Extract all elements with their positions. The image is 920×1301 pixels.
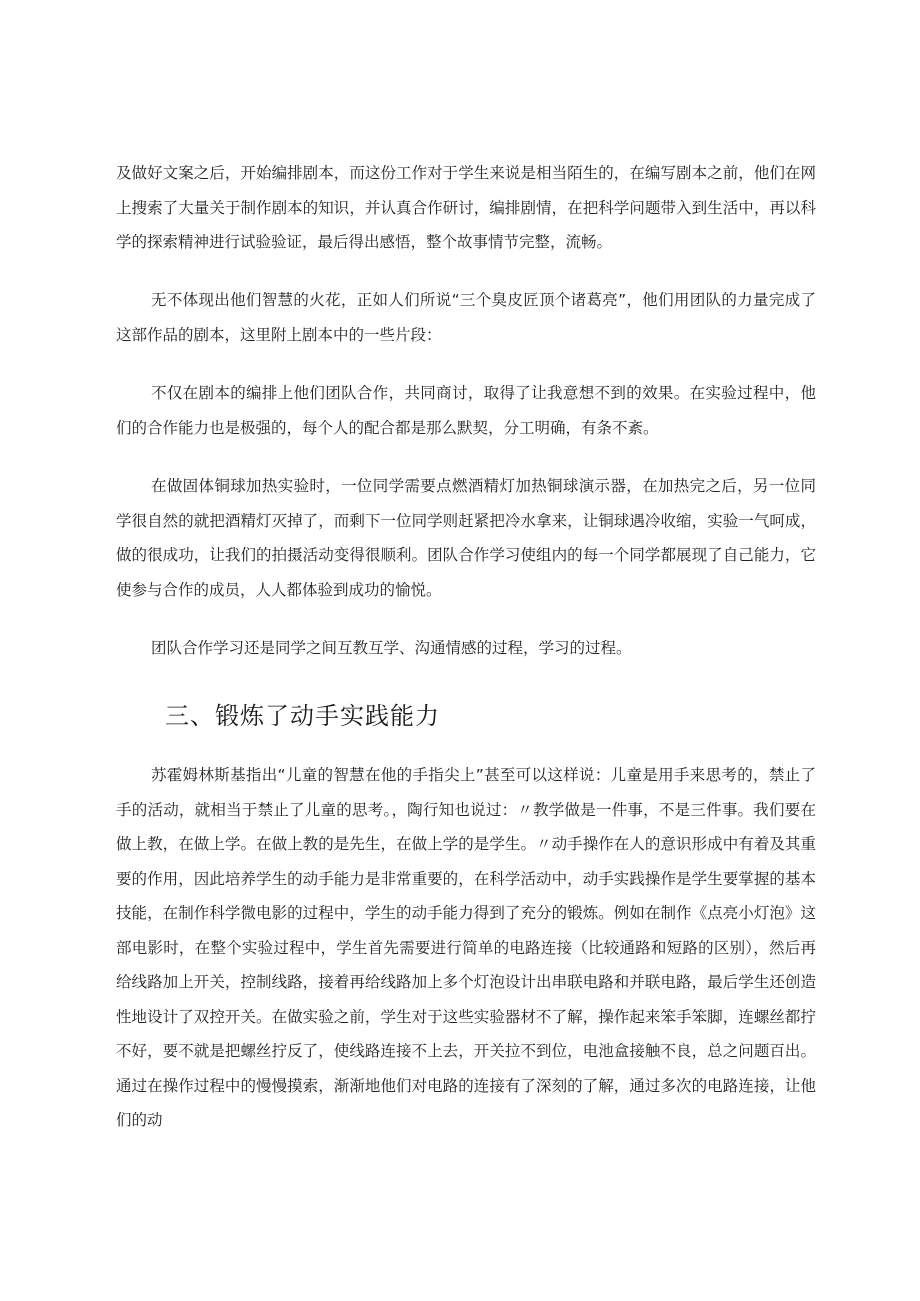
paragraph-mutual-learning: 团队合作学习还是同学之间互教互学、沟通情感的过程，学习的过程。: [151, 639, 632, 657]
paragraph-team-wisdom: 无不体现出他们智慧的火花，正如人们所说“三个臭皮匠顶个诸葛亮”，他们用团队的力量完成了这部作品的剧本，这里附上剧本中的一些片段：: [116, 291, 816, 344]
paragraph-cooperation: 不仅在剧本的编排上他们团队合作，共同商讨，取得了让我意想不到的效果。在实验过程中，他们的合作能力也是极强的，每个人的配合都是那么默契，分工明确，有条不紊。: [116, 384, 816, 437]
section-heading: 三、锻炼了动手实践能力: [165, 702, 440, 730]
paragraph-copper-ball-experiment: 在做固体铜球加热实验时，一位同学需要点燃酒精灯加热铜球演示器，在加热完之后，另一位同学很自然的就把酒精灯灭掉了，而剩下一位同学则赶紧把冷水拿来，让铜球遇冷收缩，实验一气呵成，做的很成功，让我们的拍摄活动变得很顺利。团队合作学习使组内的每一个同学都展现了自己能力，它使参与合作的成员，人人都体验到成功的愉悦。: [116, 477, 816, 599]
paragraph-hands-on-ability: 苏霍姆林斯基指出“儿童的智慧在他的手指尖上”甚至可以这样说：儿童是用手来思考的，禁止了手的活动，就相当于禁止了儿童的思考。，陶行知也说过：〃教学做是一件事，不是三件事。我们要在做上教，在做上学。在做上教的是先生，在做上学的是学生。〃动手操作在人的意识形成中有着及其重要的作用，因此培养学生的动手能力是非常重要的，在科学活动中，动手实践操作是学生要掌握的基本技能，在制作科学微电影的过程中，学生的动手能力得到了充分的锻炼。例如在制作《点亮小灯泡》这部电影时，在整个实验过程中，学生首先需要进行简单的电路连接（比较通路和短路的区别），然后再给线路加上开关，控制线路，接着再给线路加上多个灯泡设计出串联电路和并联电路，最后学生还创造性地设计了双控开关。在做实验之前，学生对于这些实验器材不了解，操作起来笨手笨脚，连螺丝都拧不好，要不就是把螺丝拧反了，使线路连接不上去，开关拉不到位，电池盒接触不良，总之问题百出。通过在操作过程中的慢慢摸索，渐渐地他们对电路的连接有了深刻的了解，通过多次的电路连接，让他们的动: [116, 766, 816, 1129]
paragraph-script-writing: 及做好文案之后，开始编排剧本，而这份工作对于学生来说是相当陌生的，在编写剧本之前，他们在网上搜索了大量关于制作剧本的知识，并认真合作研讨，编排剧情，在把科学问题带入到生活中，再以科学的探索精神进行试验验证，最后得出感悟，整个故事情节完整，流畅。: [116, 164, 816, 251]
